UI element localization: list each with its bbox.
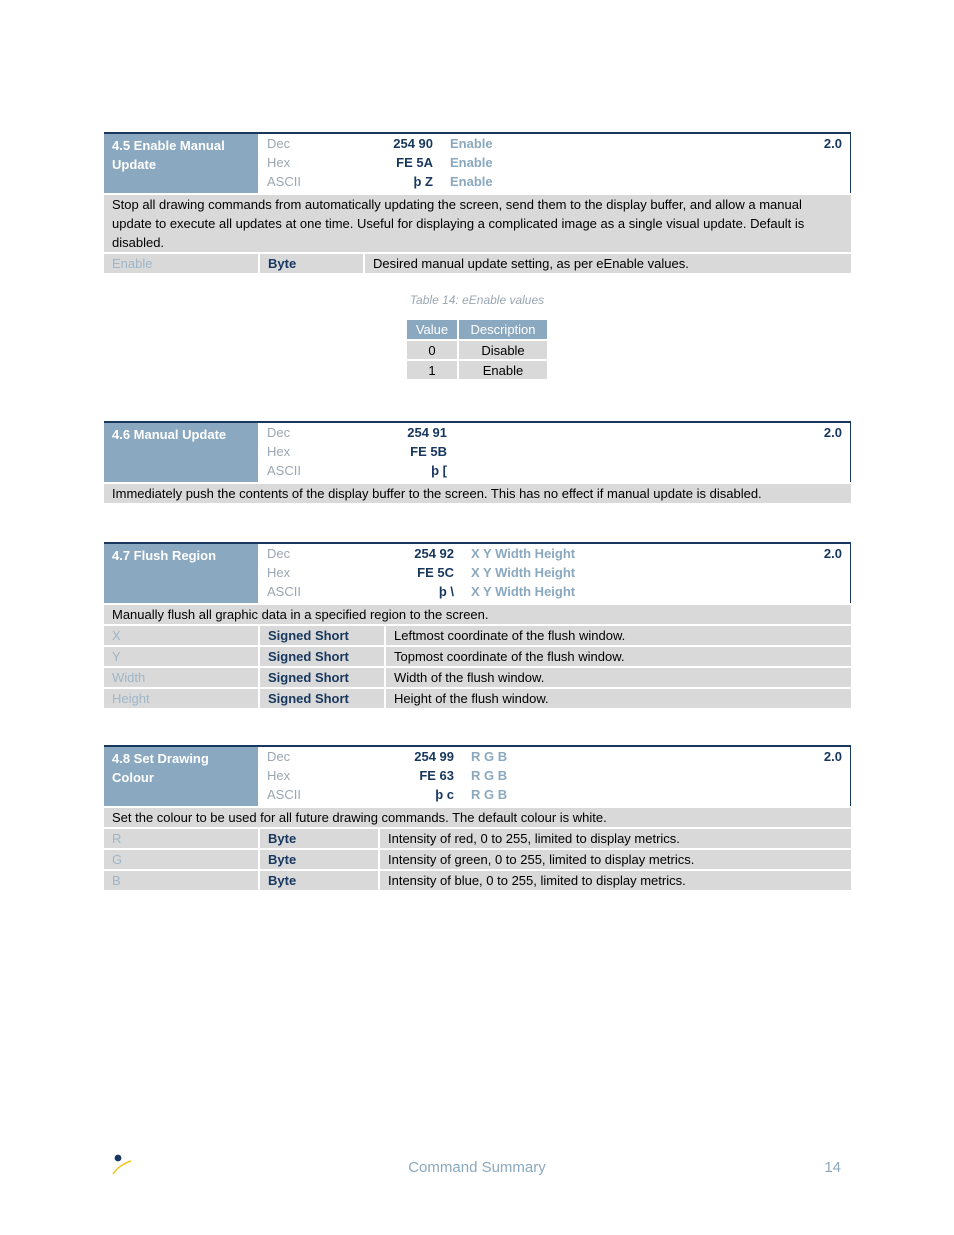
code-label: ASCII xyxy=(267,787,301,802)
code-value: þ \ xyxy=(438,584,454,599)
code-value: 254 91 xyxy=(407,425,447,440)
code-params: X Y Width Height xyxy=(471,565,576,580)
code-label: Dec xyxy=(267,425,291,440)
parameter-type: Signed Short xyxy=(260,647,384,666)
version: 2.0 xyxy=(823,546,842,561)
parameter-type: Signed Short xyxy=(260,689,384,708)
parameter-desc: Desired manual update setting, as per eEnable values. xyxy=(365,254,851,273)
parameter-desc: Intensity of red, 0 to 255, limited to display metrics. xyxy=(380,829,851,848)
table-cell: 0 xyxy=(407,341,457,359)
code-row-hex xyxy=(104,563,850,582)
enable-values-table xyxy=(405,318,549,381)
code-value: 254 92 xyxy=(414,546,454,561)
parameter-row xyxy=(104,689,851,708)
command-section-manual-update xyxy=(104,421,851,503)
code-label: Dec xyxy=(267,749,291,764)
code-value: 254 99 xyxy=(414,749,454,764)
code-row-ascii xyxy=(104,461,850,480)
version: 2.0 xyxy=(823,136,842,151)
table-row xyxy=(407,361,547,379)
code-label: Hex xyxy=(267,444,291,459)
code-value: 254 90 xyxy=(393,136,433,151)
table-header: Value xyxy=(407,320,457,339)
parameter-row xyxy=(104,829,851,848)
parameter-name: Enable xyxy=(104,254,258,273)
code-label: Dec xyxy=(267,546,291,561)
command-header xyxy=(104,132,851,193)
code-params: X Y Width Height xyxy=(471,584,576,599)
code-row-ascii xyxy=(104,785,850,804)
table-caption: Table 14: eEnable values xyxy=(409,293,545,307)
parameter-type: Signed Short xyxy=(260,668,384,687)
code-row-hex xyxy=(104,442,850,461)
command-title: 4.8 Set Drawing Colour xyxy=(104,747,258,806)
code-row-dec xyxy=(104,544,850,563)
parameter-desc: Height of the flush window. xyxy=(386,689,851,708)
table-cell: 1 xyxy=(407,361,457,379)
code-label: ASCII xyxy=(267,463,301,478)
parameter-type: Byte xyxy=(260,254,363,273)
code-value: FE 5C xyxy=(417,565,454,580)
command-title: 4.6 Manual Update xyxy=(104,423,258,482)
code-row-dec xyxy=(104,747,850,766)
code-params: Enable xyxy=(450,155,493,170)
code-row-dec xyxy=(104,423,850,442)
parameter-desc: Intensity of blue, 0 to 255, limited to display metrics. xyxy=(380,871,851,890)
command-description: Stop all drawing commands from automatically updating the screen, send them to the display buffer, and allow a manual update to execute all updates at one time. Useful for displaying a complicated image as a single visual update. Default is disabled. xyxy=(104,195,851,252)
command-description: Set the colour to be used for all future drawing commands. The default colour is white. xyxy=(104,808,851,827)
code-value: þ c xyxy=(435,787,454,802)
code-row-hex xyxy=(104,153,850,172)
code-params: X Y Width Height xyxy=(471,546,576,561)
command-title: 4.5 Enable Manual Update xyxy=(104,134,258,193)
version: 2.0 xyxy=(823,749,842,764)
code-params: Enable xyxy=(450,174,493,189)
code-label: ASCII xyxy=(267,174,301,189)
parameter-row xyxy=(104,647,851,666)
parameter-name: R xyxy=(104,829,258,848)
command-header xyxy=(104,421,851,482)
code-params: R G B xyxy=(471,768,508,783)
code-value: FE 63 xyxy=(419,768,454,783)
code-value: FE 5B xyxy=(410,444,447,459)
code-label: ASCII xyxy=(267,584,301,599)
code-label: Hex xyxy=(267,565,291,580)
code-value: þ Z xyxy=(413,174,433,189)
footer-title: Command Summary xyxy=(408,1159,546,1176)
table-header: Description xyxy=(459,320,547,339)
code-row-hex xyxy=(104,766,850,785)
command-section-flush-region xyxy=(104,542,851,708)
code-label: Hex xyxy=(267,155,291,170)
parameter-name: Y xyxy=(104,647,258,666)
parameter-type: Byte xyxy=(260,871,378,890)
parameter-name: X xyxy=(104,626,258,645)
parameter-desc: Topmost coordinate of the flush window. xyxy=(386,647,851,666)
table-row xyxy=(407,341,547,359)
command-section-enable-manual-update xyxy=(104,132,851,273)
code-value: þ [ xyxy=(431,463,447,478)
table-cell: Disable xyxy=(459,341,547,359)
code-row-ascii xyxy=(104,172,850,191)
code-params: R G B xyxy=(471,787,508,802)
code-params: Enable xyxy=(450,136,493,151)
version: 2.0 xyxy=(823,425,842,440)
command-description: Manually flush all graphic data in a specified region to the screen. xyxy=(104,605,851,624)
parameter-type: Byte xyxy=(260,850,378,869)
command-title: 4.7 Flush Region xyxy=(104,544,258,603)
code-params: R G B xyxy=(471,749,508,764)
parameter-desc: Intensity of green, 0 to 255, limited to display metrics. xyxy=(380,850,851,869)
code-row-dec xyxy=(104,134,850,153)
parameter-row xyxy=(104,850,851,869)
parameter-row xyxy=(104,668,851,687)
page-number: 14 xyxy=(824,1159,841,1176)
parameter-desc: Leftmost coordinate of the flush window. xyxy=(386,626,851,645)
parameter-name: G xyxy=(104,850,258,869)
command-header xyxy=(104,745,851,806)
parameter-row xyxy=(104,626,851,645)
parameter-desc: Width of the flush window. xyxy=(386,668,851,687)
parameter-name: B xyxy=(104,871,258,890)
parameter-row xyxy=(104,871,851,890)
parameter-type: Byte xyxy=(260,829,378,848)
parameter-name: Width xyxy=(104,668,258,687)
parameter-name: Height xyxy=(104,689,258,708)
table-header-row xyxy=(407,320,547,339)
command-header xyxy=(104,542,851,603)
code-label: Hex xyxy=(267,768,291,783)
table-cell: Enable xyxy=(459,361,547,379)
code-value: FE 5A xyxy=(396,155,433,170)
parameter-row xyxy=(104,254,851,273)
code-label: Dec xyxy=(267,136,291,151)
parameter-type: Signed Short xyxy=(260,626,384,645)
command-section-set-drawing-colour xyxy=(104,745,851,890)
code-row-ascii xyxy=(104,582,850,601)
command-description: Immediately push the contents of the display buffer to the screen. This has no effect if manual update is disabled. xyxy=(104,484,851,503)
